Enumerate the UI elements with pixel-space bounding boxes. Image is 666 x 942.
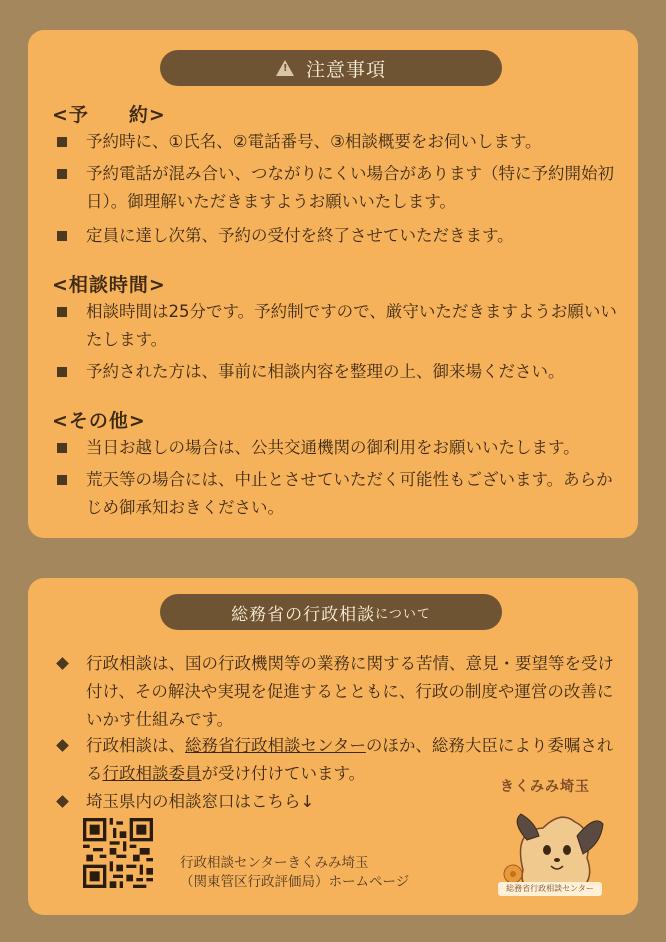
diamond-bullet-icon: [56, 732, 70, 760]
mascot-title: きくみみ埼玉: [500, 779, 590, 795]
square-bullet-icon: [56, 466, 70, 494]
qr-code[interactable]: [83, 818, 153, 888]
square-bullet-icon: [56, 434, 70, 462]
list-item: 行政相談は、国の行政機関等の業務に関する苦情、意見・要望等を受け付け、その解決や実現を促進するとともに、行政の制度や運営の改善にいかす仕組みです。: [56, 650, 628, 734]
mascot-banner: 総務省行政相談センター: [498, 882, 602, 896]
consultation-commissioner-link[interactable]: 行政相談委員: [102, 764, 202, 783]
square-bullet-icon: [56, 358, 70, 386]
about-panel: [28, 578, 638, 915]
list-item: 当日お越しの場合は、公共交通機関の御利用をお願いいたします。: [56, 434, 628, 462]
square-bullet-icon: [56, 160, 70, 188]
list-item: 定員に達し次第、予約の受付を終了させていただきます。: [56, 222, 628, 250]
square-bullet-icon: [56, 128, 70, 156]
diamond-bullet-icon: [56, 788, 70, 816]
about-header-label: 総務省の行政相談: [231, 604, 376, 625]
section-heading-hours: <相談時間>: [52, 274, 166, 296]
list-item: 埼玉県内の相談窓口はこちら↓: [56, 788, 628, 816]
square-bullet-icon: [56, 222, 70, 250]
warning-icon: !: [276, 60, 294, 76]
notice-header-label: 注意事項: [305, 58, 386, 81]
consultation-center-link[interactable]: 総務省行政相談センター: [185, 736, 366, 755]
qr-caption: 行政相談センターきくみみ埼玉 （関東管区行政評価局）ホームページ: [180, 855, 410, 890]
notice-panel: [28, 30, 638, 538]
list-item: 荒天等の場合には、中止とさせていただく可能性もございます。あらかじめ御承知おきください。: [56, 466, 628, 522]
about-header-suffix: について: [375, 606, 431, 622]
list-item: 相談時間は25分です。予約制ですので、厳守いただきますようお願いいたします。: [56, 298, 628, 354]
list-item: 行政相談は、総務省行政相談センターのほか、総務大臣により委嘱される行政相談委員が受け付けています。: [56, 732, 628, 788]
square-bullet-icon: [56, 298, 70, 326]
list-item: 予約時に、①氏名、②電話番号、③相談概要をお伺いします。: [56, 128, 628, 156]
section-heading-other: <その他>: [52, 410, 146, 432]
about-header: [160, 594, 502, 630]
list-item: 予約電話が混み合い、つながりにくい場合があります（特に予約開始初日）。御理解いただきますようお願いいたします。: [56, 160, 628, 216]
list-item: 予約された方は、事前に相談内容を整理の上、御来場ください。: [56, 358, 628, 386]
section-heading-reservation: <予 約>: [52, 104, 166, 126]
notice-header: [160, 50, 502, 86]
diamond-bullet-icon: [56, 650, 70, 678]
